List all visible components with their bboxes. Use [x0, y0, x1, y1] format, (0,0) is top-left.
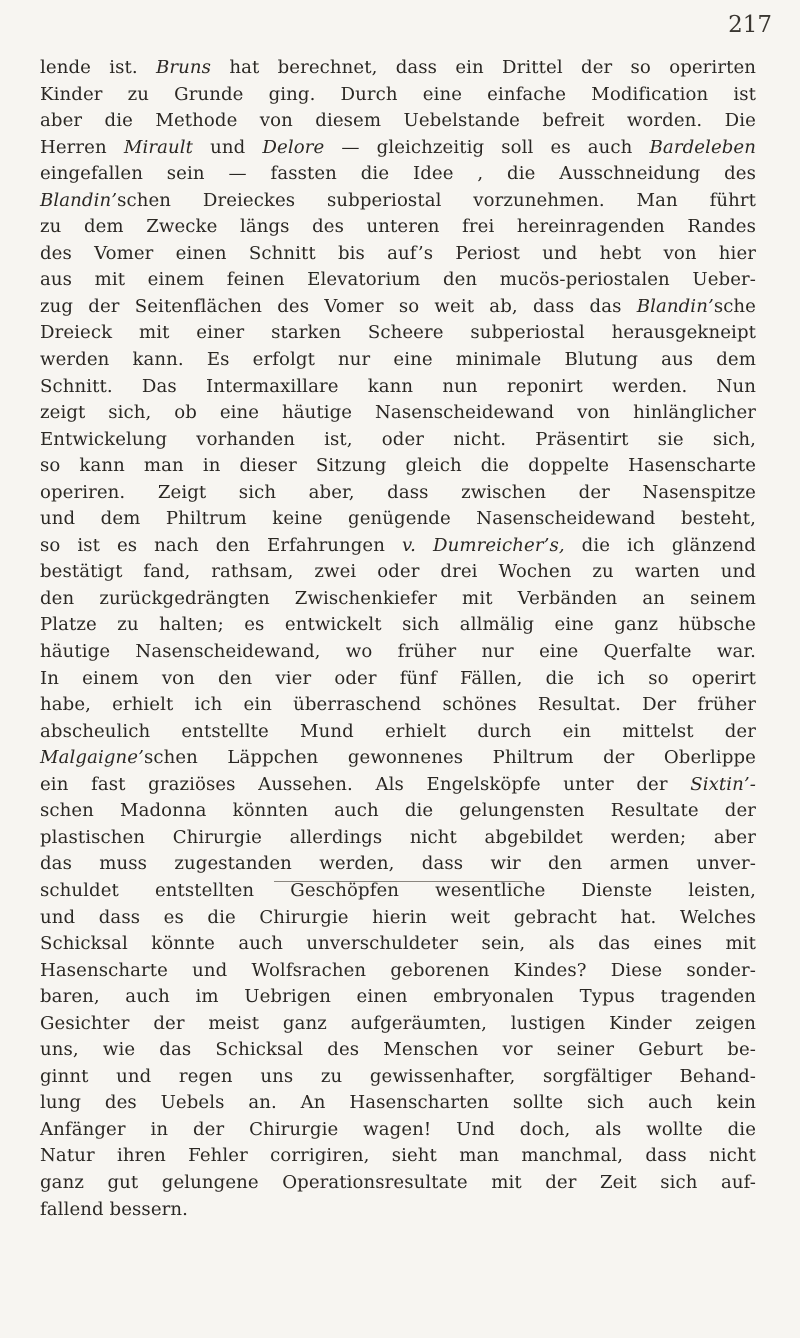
text-line	[40, 1143, 756, 1170]
text-run: plastischen Chirurgie allerdings nicht abgebildet werden; aber	[40, 826, 756, 848]
text-run: werden kann. Es erfolgt nur eine minimale Blutung aus dem	[40, 349, 756, 371]
text-line	[40, 1037, 756, 1064]
italic-name: Delore	[262, 136, 325, 158]
text-run: so ist es nach den Erfahrungen	[40, 534, 402, 556]
text-line	[40, 1090, 756, 1117]
text-run: den zurückgedrängten Zwischenkiefer mit Verbänden an seinem	[40, 587, 756, 609]
text-line	[40, 161, 756, 188]
text-line	[40, 1011, 756, 1038]
text-run: Gesichter der meist ganz aufgeräumten, lustigen Kinder zeigen	[40, 1012, 756, 1034]
text-line	[40, 533, 756, 560]
text-run: baren, auch im Uebrigen einen embryonalen Typus tragenden	[40, 986, 756, 1008]
text-run: des Vomer einen Schnitt bis auf’s Periost und hebt von hier	[40, 242, 756, 264]
text-line	[40, 188, 756, 215]
text-line	[40, 241, 756, 268]
text-run: zu dem Zwecke längs des unteren frei hereinragenden Randes	[40, 216, 756, 238]
body-paragraph	[40, 55, 756, 1223]
text-line	[40, 692, 756, 719]
text-run: schen Läppchen gewonnenes Philtrum der Oberlippe	[143, 747, 756, 769]
text-run: aus mit einem feinen Elevatorium den mucös-periostalen Ueber-	[40, 269, 756, 291]
text-run: und dem Philtrum keine genügende Nasenscheidewand besteht,	[40, 508, 756, 530]
text-run: so kann man in dieser Sitzung gleich die doppelte Hasenscharte	[40, 455, 756, 477]
text-run: Schnitt. Das Intermaxillare kann nun reponirt werden. Nun	[40, 375, 756, 397]
text-line	[40, 745, 756, 772]
page-number: 217	[728, 12, 772, 38]
text-run: uns, wie das Schicksal des Menschen vor seiner Geburt be-	[40, 1039, 756, 1061]
text-line	[40, 639, 756, 666]
text-run: schen Madonna könnten auch die gelungensten Resultate der	[40, 800, 756, 822]
text-run: eingefallen sein — fassten die Idee , die Ausschneidung des	[40, 163, 756, 185]
text-run: lung des Uebels an. An Hasenscharten sollte sich auch kein	[40, 1092, 756, 1114]
text-run: bestätigt fand, rathsam, zwei oder drei Wochen zu warten und	[40, 561, 756, 583]
italic-name: Malgaigne’	[40, 747, 144, 769]
text-line	[40, 1117, 756, 1144]
text-line	[40, 958, 756, 985]
text-run: — gleichzeitig soll es auch	[324, 136, 650, 158]
italic-name: Bruns	[156, 57, 212, 78]
text-line	[40, 453, 756, 480]
text-line	[40, 480, 756, 507]
text-run: schuldet entstellten Geschöpfen wesentliche Dienste leisten,	[40, 879, 756, 901]
text-line	[40, 984, 756, 1011]
text-line	[40, 294, 756, 321]
italic-name: Blandin’	[40, 189, 118, 211]
text-run: Platze zu halten; es entwickelt sich allmälig eine ganz hübsche	[40, 614, 756, 636]
text-line	[40, 586, 756, 613]
text-line	[40, 931, 756, 958]
italic-name: Blandin’	[636, 295, 714, 317]
text-run: schen Dreieckes subperiostal vorzunehmen. Man führt	[117, 189, 756, 211]
text-run: ein fast graziöses Aussehen. Als Engelsköpfe unter der	[40, 773, 691, 795]
text-run: und dass es die Chirurgie hierin weit gebracht hat. Welches	[40, 906, 756, 928]
text-run: die ich glänzend	[564, 534, 756, 556]
text-line	[40, 666, 756, 693]
text-run: Hasenscharte und Wolfsrachen geborenen Kindes? Diese sonder-	[40, 959, 756, 981]
text-run: ginnt und regen uns zu gewissenhafter, sorgfältiger Behand-	[40, 1065, 756, 1087]
text-run: fallend bessern.	[40, 1198, 188, 1220]
italic-name: Sixtin’-	[690, 773, 756, 795]
text-run: zug der Seitenflächen des Vomer so weit ab, dass das	[40, 295, 637, 317]
text-line	[40, 798, 756, 825]
text-run: sche	[713, 295, 756, 317]
text-line	[40, 905, 756, 932]
text-line	[40, 612, 756, 639]
text-run: das muss zugestanden werden, dass wir den armen unver-	[40, 853, 756, 875]
text-line	[40, 559, 756, 586]
text-line	[40, 772, 756, 799]
text-line	[40, 506, 756, 533]
text-line	[40, 1170, 756, 1197]
text-line	[40, 400, 756, 427]
text-run: habe, erhielt ich ein überraschend schönes Resultat. Der früher	[40, 694, 756, 716]
text-line	[40, 1064, 756, 1091]
text-run: Kinder zu Grunde ging. Durch eine einfache Modification ist	[40, 83, 756, 105]
text-line	[40, 135, 756, 162]
text-line	[40, 347, 756, 374]
text-run: In einem von den vier oder fünf Fällen, die ich so operirt	[40, 667, 756, 689]
text-run: und	[193, 136, 263, 158]
text-line	[40, 719, 756, 746]
text-run: operiren. Zeigt sich aber, dass zwischen der Nasenspitze	[40, 481, 756, 503]
text-run: häutige Nasenscheidewand, wo früher nur eine Querfalte war.	[40, 641, 756, 663]
text-run: ganz gut gelungene Operationsresultate mit der Zeit sich auf-	[40, 1171, 756, 1193]
text-run: abscheulich entstellte Mund erhielt durch ein mittelst der	[40, 720, 756, 742]
text-run: lende ist.	[40, 57, 156, 78]
text-line	[40, 55, 756, 82]
text-line	[40, 851, 756, 878]
text-run: Herren	[40, 136, 124, 158]
text-line	[40, 825, 756, 852]
text-run: Anfänger in der Chirurgie wagen! Und doch, als wollte die	[40, 1118, 756, 1140]
text-run: Dreieck mit einer starken Scheere subperiostal herausgekneipt	[40, 322, 756, 344]
text-line	[40, 108, 756, 135]
text-run: Schicksal könnte auch unverschuldeter sein, als das eines mit	[40, 933, 756, 955]
text-run: hat berechnet, dass ein Drittel der so operirten	[211, 57, 757, 78]
italic-name: Mirault	[123, 136, 194, 158]
text-line	[40, 374, 756, 401]
text-run: Entwickelung vorhanden ist, oder nicht. Präsentirt sie sich,	[40, 428, 756, 450]
text-line	[40, 214, 756, 241]
text-run: aber die Methode von diesem Uebelstande befreit worden. Die	[40, 110, 756, 132]
text-line	[40, 82, 756, 109]
text-line	[40, 1197, 756, 1224]
section-divider	[274, 881, 525, 882]
text-line	[40, 427, 756, 454]
text-run: zeigt sich, ob eine häutige Nasenscheidewand von hinlänglicher	[40, 402, 756, 424]
italic-name: Bardeleben	[649, 136, 756, 158]
text-line	[40, 267, 756, 294]
text-line	[40, 320, 756, 347]
text-run: Natur ihren Fehler corrigiren, sieht man manchmal, dass nicht	[40, 1145, 756, 1167]
italic-name: v. Dumreicher’s,	[401, 534, 565, 556]
